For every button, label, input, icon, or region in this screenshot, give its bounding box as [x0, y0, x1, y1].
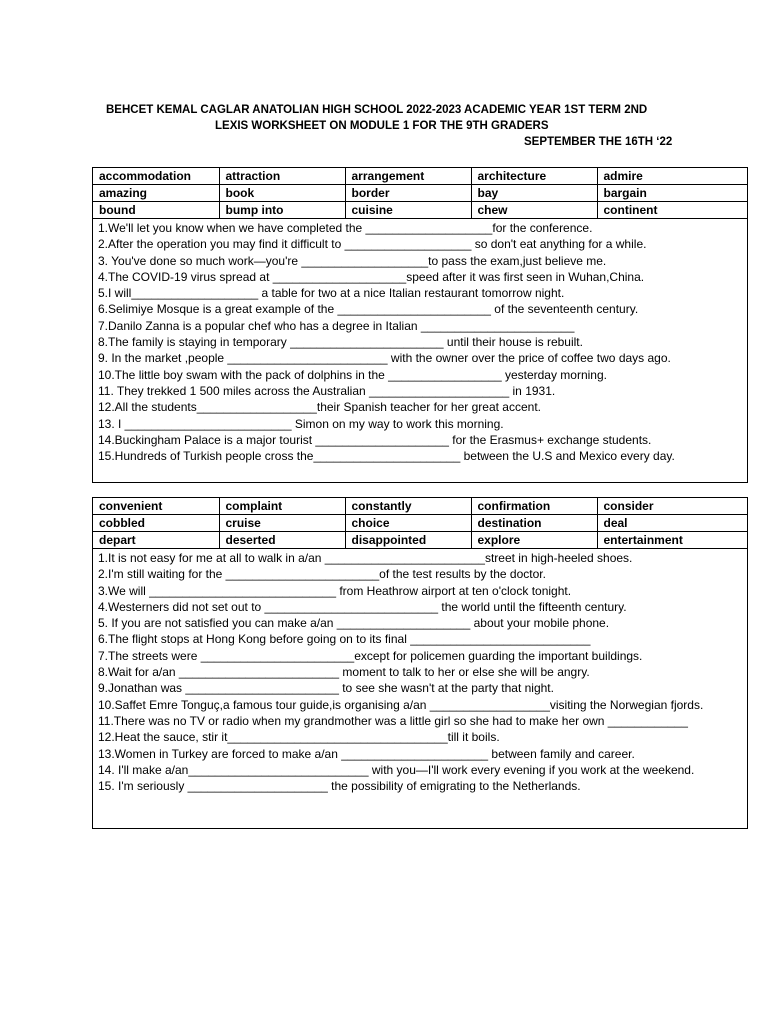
- word-cell: book: [219, 185, 345, 202]
- sentence: 14. I'll make a/an___________________________ with you—I'll work every evening if you work at the weekend.: [98, 762, 695, 777]
- sentence: 13. I _________________________ Simon on my way to work this morning.: [98, 416, 504, 431]
- word-bank-row: [93, 185, 747, 202]
- word-cell: cruise: [219, 515, 345, 532]
- word-bank-row: [93, 515, 747, 532]
- word-bank-2: [93, 498, 747, 549]
- word-cell: cuisine: [345, 202, 471, 219]
- word-cell: deal: [597, 515, 747, 532]
- sentence: 5.I will___________________ a table for two at a nice Italian restaurant tomorrow night.: [98, 286, 565, 301]
- sentence: 14.Buckingham Palace is a major tourist ____________________ for the Erasmus+ exchange students.: [98, 432, 652, 447]
- word-cell: accommodation: [93, 168, 219, 185]
- word-cell: architecture: [471, 168, 597, 185]
- sentence: 8.Wait for a/an ________________________ moment to talk to her or else she will be angry.: [98, 665, 590, 680]
- word-cell: bound: [93, 202, 219, 219]
- word-bank-row: [93, 532, 747, 549]
- word-cell: cobbled: [93, 515, 219, 532]
- exercise-section-1: [92, 167, 748, 483]
- sentence-list-2: [93, 549, 747, 794]
- word-cell: choice: [345, 515, 471, 532]
- word-cell: entertainment: [597, 532, 747, 549]
- word-cell: bargain: [597, 185, 747, 202]
- word-cell: admire: [597, 168, 747, 185]
- sentence: 6.Selimiye Mosque is a great example of the _______________________ of the seventeenth century.: [98, 302, 639, 317]
- sentence: 12.All the students__________________their Spanish teacher for her great accent.: [98, 400, 541, 415]
- word-cell: explore: [471, 532, 597, 549]
- sentence: 12.Heat the sauce, stir it_________________________________till it boils.: [98, 730, 500, 745]
- sentence: 10.The little boy swam with the pack of dolphins in the _________________ yesterday morning.: [98, 367, 607, 382]
- sentence: 9. In the market ,people ________________________ with the owner over the price of coffee two days ago.: [98, 351, 671, 366]
- sentence: 2.After the operation you may find it difficult to ___________________ so don't eat anything for a while.: [98, 237, 647, 252]
- word-cell: chew: [471, 202, 597, 219]
- sentence: 7.Danilo Zanna is a popular chef who has a degree in Italian _______________________: [98, 318, 575, 333]
- sentence: 8.The family is staying in temporary _______________________ until their house is rebuilt.: [98, 335, 583, 350]
- worksheet-header: [0, 102, 768, 150]
- header-school-title: BEHCET KEMAL CAGLAR ANATOLIAN HIGH SCHOOL 2022-2023 ACADEMIC YEAR 1ST TERM 2ND: [106, 104, 648, 116]
- sentence-list-1: [93, 219, 747, 464]
- header-worksheet-title: LEXIS WORKSHEET ON MODULE 1 FOR THE 9TH GRADERS: [215, 120, 549, 132]
- word-cell: amazing: [93, 185, 219, 202]
- word-cell: complaint: [219, 498, 345, 515]
- word-cell: constantly: [345, 498, 471, 515]
- word-cell: consider: [597, 498, 747, 515]
- sentence: 10.Saffet Emre Tonguç,a famous tour guide,is organising a/an __________________visiting the Norwegian fjords.: [98, 697, 704, 712]
- sentence: 15.Hundreds of Turkish people cross the______________________ between the U.S and Mexico every day.: [98, 449, 675, 464]
- word-cell: disappointed: [345, 532, 471, 549]
- sentence: 6.The flight stops at Hong Kong before going on to its final ___________________________: [98, 632, 591, 647]
- sentence: 4.The COVID-19 virus spread at ____________________speed after it was first seen in Wuhan,China.: [98, 269, 645, 284]
- sentence: 5. If you are not satisfied you can make a/an ____________________ about your mobile phone.: [98, 616, 610, 631]
- word-bank-row: [93, 202, 747, 219]
- exercise-section-2: [92, 497, 748, 829]
- sentence: 1.It is not easy for me at all to walk in a/an ________________________street in high-heeled shoes.: [98, 551, 633, 565]
- sentence: 11. They trekked 1 500 miles across the Australian _____________________ in 1931.: [98, 383, 556, 398]
- sentence: 1.We'll let you know when we have completed the ___________________for the conference.: [98, 221, 593, 235]
- sentence: 9.Jonathan was _______________________ to see she wasn't at the party that night.: [98, 681, 554, 696]
- sentence: 15. I'm seriously _____________________ the possibility of emigrating to the Netherlands.: [98, 779, 581, 794]
- sentence: 3.We will ____________________________ from Heathrow airport at ten o'clock tonight.: [98, 583, 572, 598]
- word-cell: continent: [597, 202, 747, 219]
- word-cell: confirmation: [471, 498, 597, 515]
- sentence: 13.Women in Turkey are forced to make a/an ______________________ between family and career.: [98, 746, 635, 761]
- sentence: 4.Westerners did not set out to __________________________ the world until the fifteenth century.: [98, 599, 627, 614]
- word-cell: border: [345, 185, 471, 202]
- word-cell: depart: [93, 532, 219, 549]
- word-cell: deserted: [219, 532, 345, 549]
- word-bank-row: [93, 168, 747, 185]
- word-cell: arrangement: [345, 168, 471, 185]
- word-bank-1: [93, 168, 747, 219]
- word-cell: attraction: [219, 168, 345, 185]
- word-cell: destination: [471, 515, 597, 532]
- header-date: SEPTEMBER THE 16TH ‘22: [524, 136, 673, 148]
- sentence: 11.There was no TV or radio when my grandmother was a little girl so she had to make her own ____________: [98, 713, 688, 728]
- word-cell: bay: [471, 185, 597, 202]
- word-bank-row: [93, 498, 747, 515]
- sentence: 3. You've done so much work—you're ___________________to pass the exam,just believe me.: [98, 253, 607, 268]
- sentence: 7.The streets were _______________________except for policemen guarding the important buildings.: [98, 648, 643, 663]
- word-cell: bump into: [219, 202, 345, 219]
- sentence: 2.I'm still waiting for the _______________________of the test results by the doctor.: [98, 567, 546, 582]
- word-cell: convenient: [93, 498, 219, 515]
